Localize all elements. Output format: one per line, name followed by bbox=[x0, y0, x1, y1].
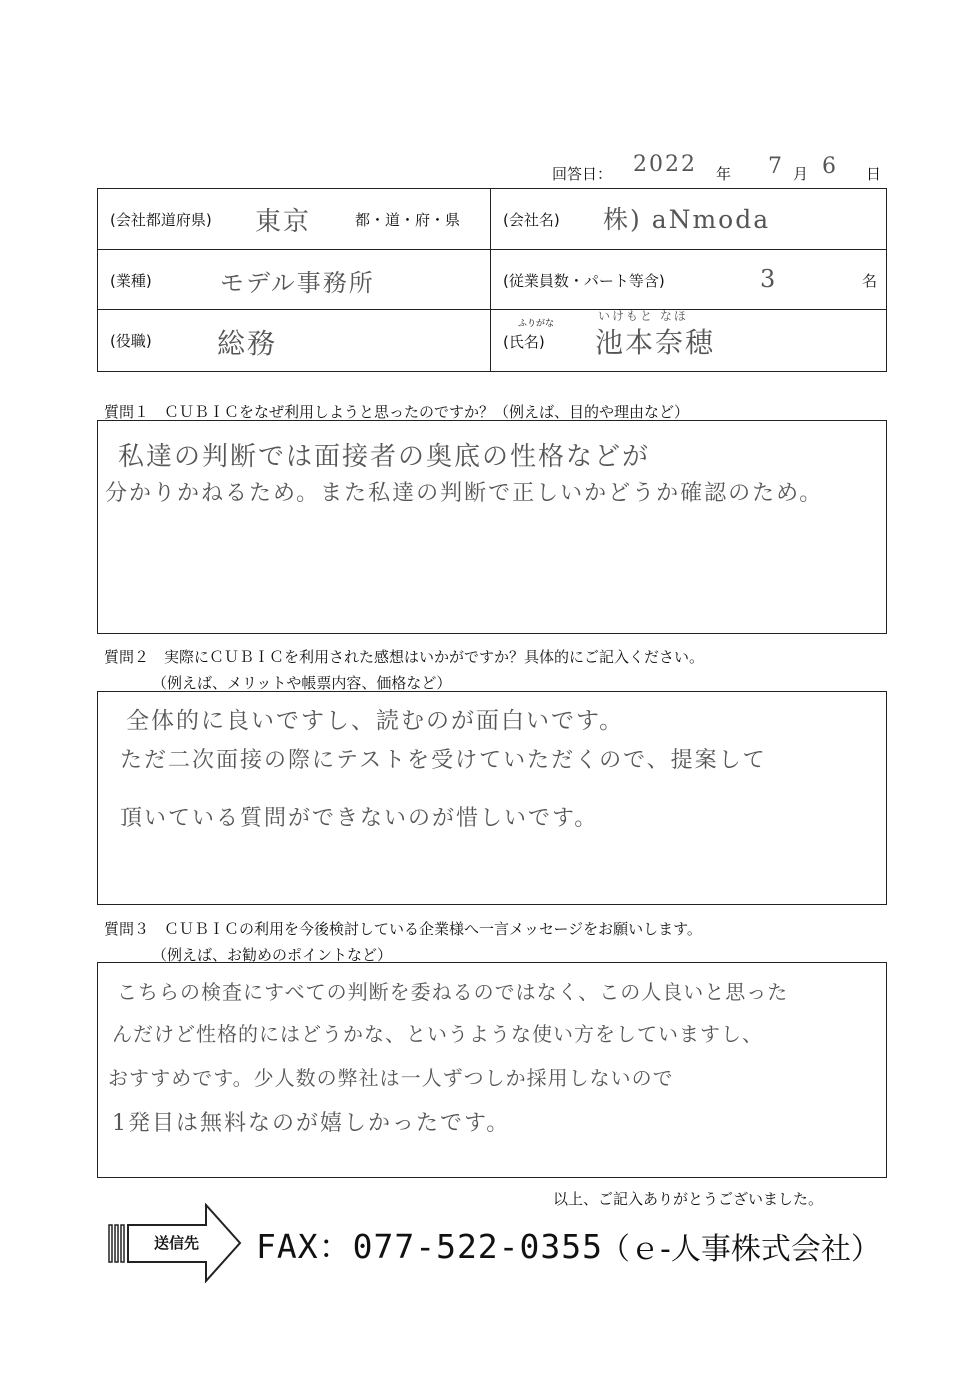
fax-company-name: （ｅ-人事株式会社） bbox=[600, 1232, 881, 1267]
question-3-answer-line: 1発目は無料なのが嬉しかったです。 bbox=[112, 1111, 511, 1136]
answer-day-value: 6 bbox=[822, 154, 838, 179]
employees-label: (従業員数・パート等含) bbox=[503, 272, 665, 290]
answer-month-value: 7 bbox=[768, 154, 784, 179]
industry-value: モデル事務所 bbox=[220, 269, 375, 297]
name-value: 池本奈穂 bbox=[595, 326, 716, 359]
answer-date-label: 回答日： bbox=[552, 165, 613, 183]
company-name-value: 株) aNmoda bbox=[603, 205, 771, 234]
question-1-title: 質問１ ＣＵＢＩＣをなぜ利用しようと思ったのですか？（例えば、目的や理由など） bbox=[104, 403, 690, 421]
answer-year-value: 2022 bbox=[633, 152, 697, 177]
question-2-answer-line: 全体的に良いですし、読むのが面白いです。 bbox=[126, 708, 625, 734]
industry-label: (業種) bbox=[110, 272, 152, 290]
day-label: 日 bbox=[866, 165, 882, 183]
question-2-subtitle: （例えば、メリットや帳票内容、価格など） bbox=[152, 674, 452, 692]
question-3-answer-line: こちらの検査にすべての判断を委ねるのではなく、この人良いと思った bbox=[117, 980, 789, 1004]
year-label: 年 bbox=[716, 165, 732, 183]
name-furigana-label: ふりがな bbox=[518, 319, 555, 329]
month-label: 月 bbox=[793, 165, 809, 183]
prefecture-suffix: 都・道・府・県 bbox=[355, 211, 461, 229]
fax-number: FAX：077-522-0355 bbox=[256, 1227, 604, 1266]
name-furigana-value: いけもと なほ bbox=[598, 309, 688, 323]
question-2-answer-line: 頂いている質問ができないのが惜しいです。 bbox=[120, 806, 599, 831]
position-label: (役職) bbox=[110, 332, 152, 350]
prefecture-label: (会社都道府県) bbox=[110, 211, 212, 229]
prefecture-value: 東京 bbox=[255, 207, 312, 237]
name-label: (氏名) bbox=[503, 333, 545, 351]
employees-unit: 名 bbox=[862, 272, 878, 290]
question-2-title: 質問２ 実際にＣＵＢＩＣを利用された感想はいかがですか？具体的にご記入ください。 bbox=[104, 648, 705, 666]
position-value: 総務 bbox=[217, 327, 278, 360]
question-2-answer-line: ただ二次面接の際にテストを受けていただくので、提案して bbox=[120, 748, 767, 773]
employees-value: 3 bbox=[760, 265, 778, 293]
thanks-message: 以上、ご記入ありがとうございました。 bbox=[553, 1190, 824, 1208]
question-1-answer-line: 私達の判断では面接者の奥底の性格などが bbox=[118, 442, 651, 472]
question-3-subtitle: （例えば、お勧めのポイントなど） bbox=[152, 946, 393, 964]
question-3-title: 質問３ ＣＵＢＩＣの利用を今後検討している企業様へ一言メッセージをお願いします。 bbox=[104, 920, 702, 938]
company-name-label: (会社名) bbox=[503, 211, 560, 229]
send-to-label: 送信先 bbox=[154, 1234, 200, 1252]
question-1-answer-line: 分かりかねるため。また私達の判断で正しいかどうか確認のため。 bbox=[105, 481, 824, 506]
question-3-answer-line: んだけど性格的にはどうかな、というような使い方をしていますし、 bbox=[112, 1022, 763, 1046]
question-3-answer-line: おすすめです。少人数の弊社は一人ずつしか採用しないので bbox=[108, 1066, 674, 1090]
